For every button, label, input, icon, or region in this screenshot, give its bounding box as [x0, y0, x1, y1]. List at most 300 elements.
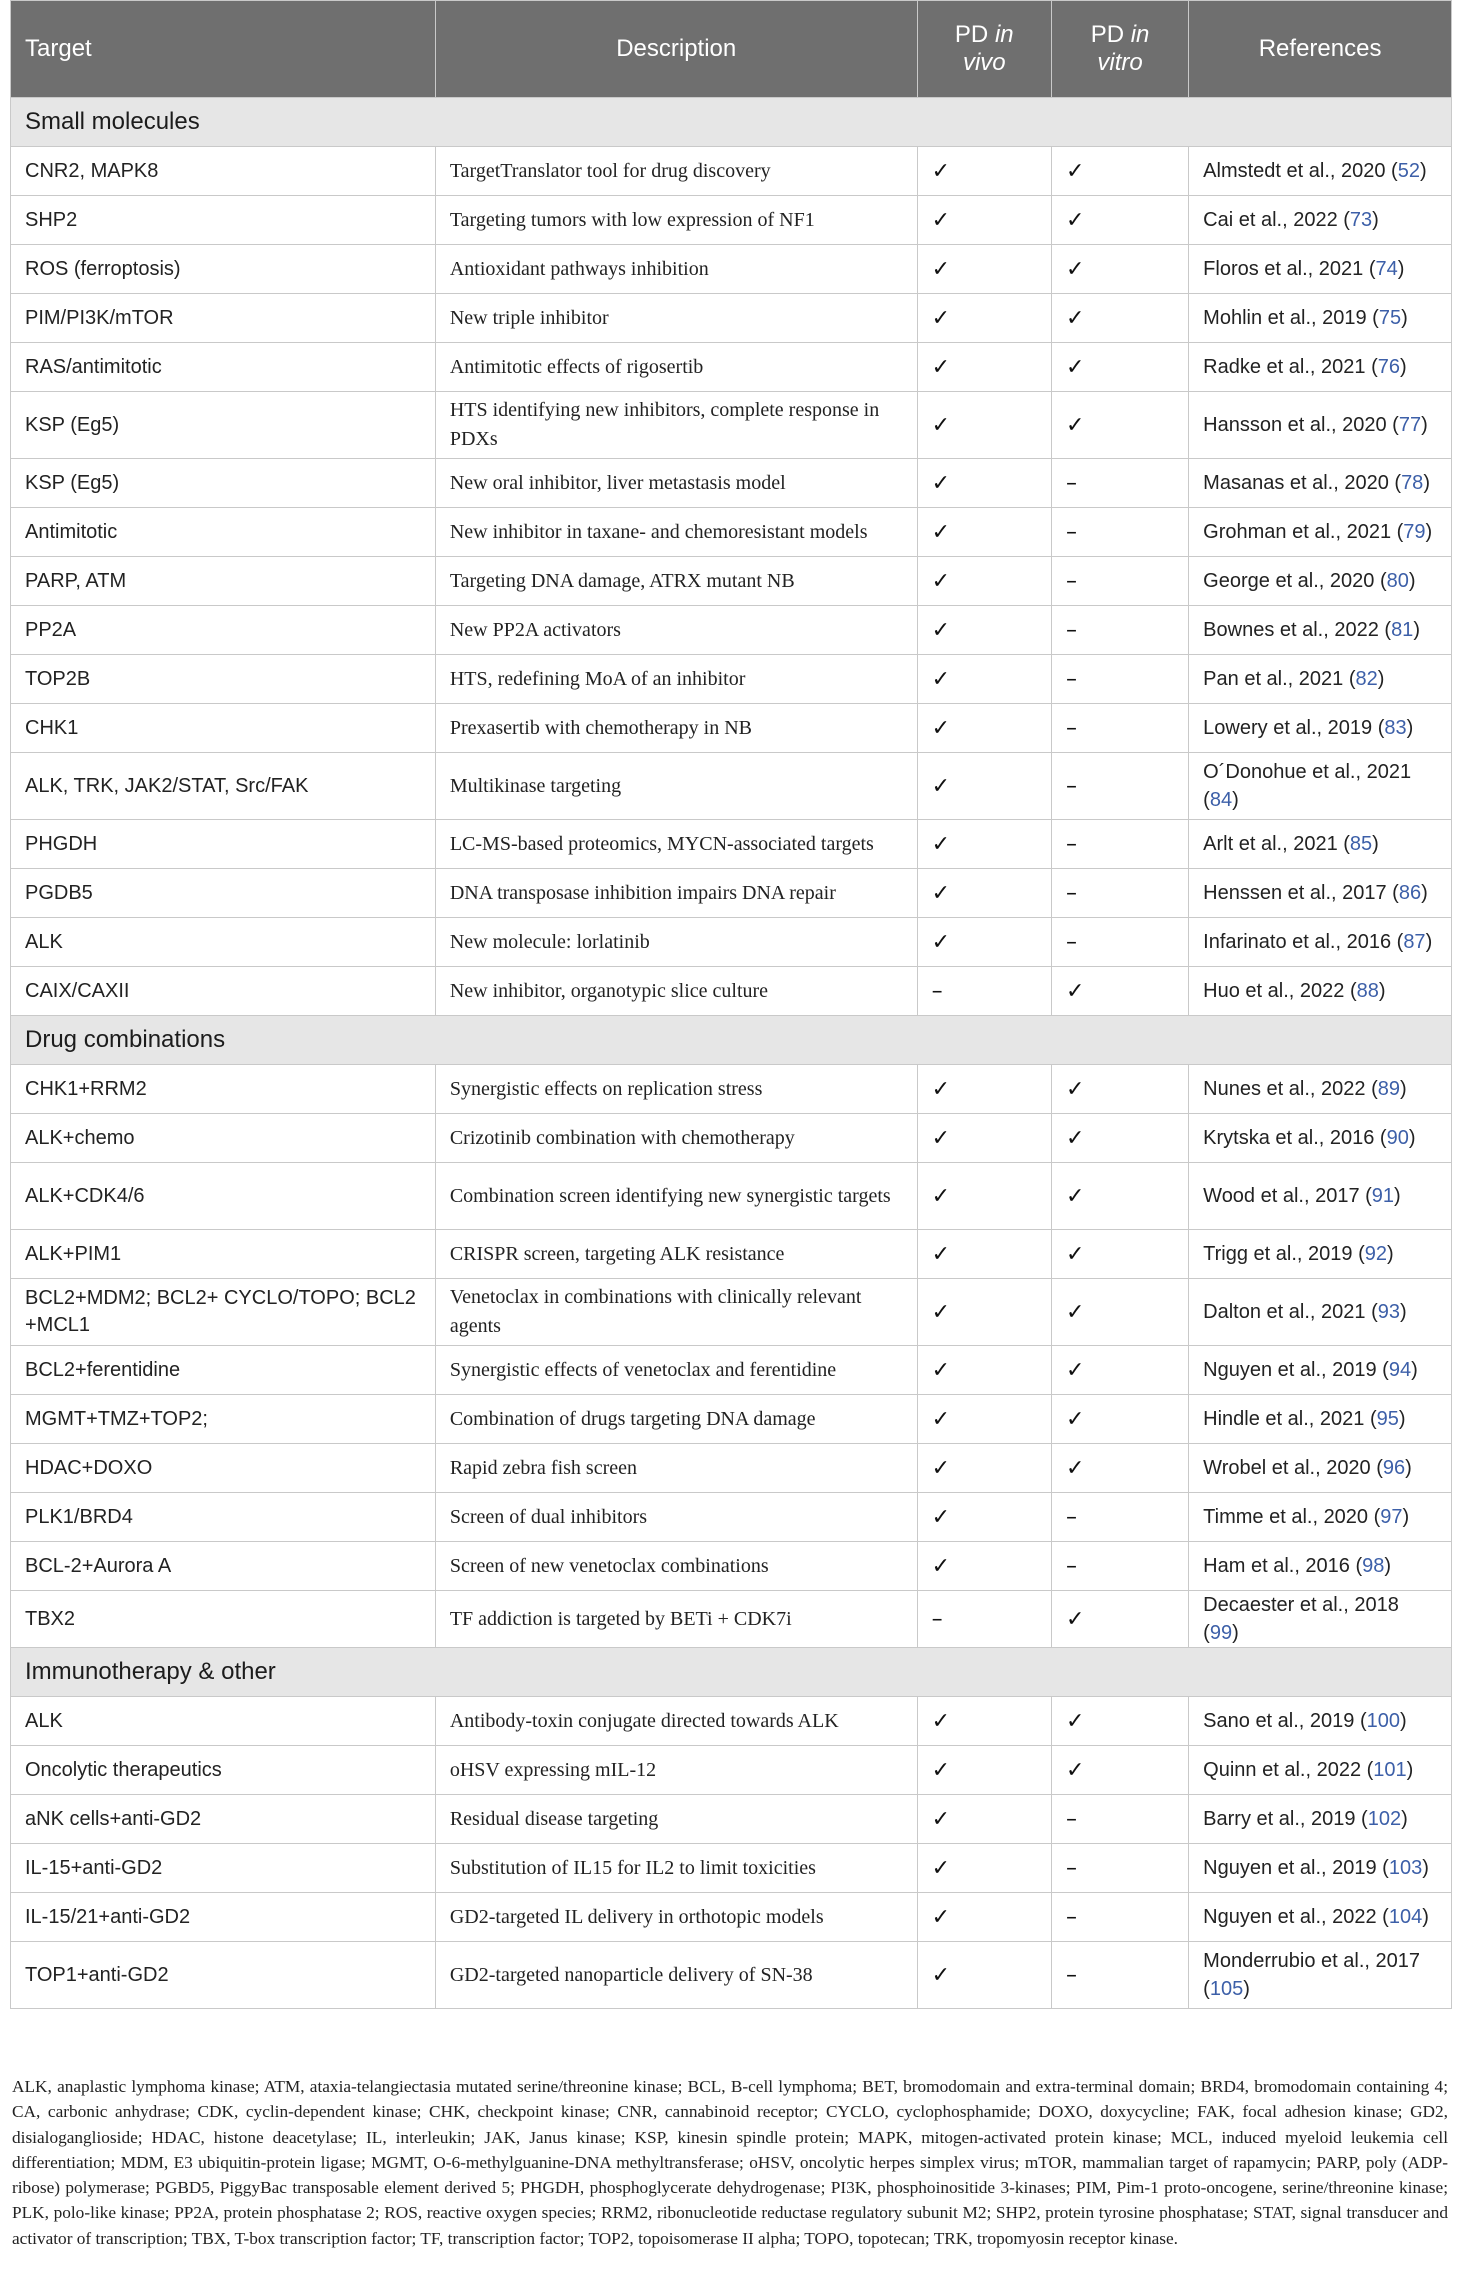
- pd-in-vitro-cell: –: [1051, 918, 1188, 967]
- target-cell: SHP2: [11, 196, 436, 245]
- table-row: [11, 918, 1452, 967]
- description-cell: LC-MS-based proteomics, MYCN-associated targets: [435, 820, 917, 869]
- target-cell: TOP2B: [11, 655, 436, 704]
- pd-in-vivo-cell: ✓: [917, 1493, 1051, 1542]
- table-row: [11, 1114, 1452, 1163]
- pd-in-vitro-cell: ✓: [1051, 967, 1188, 1016]
- target-cell: ALK+PIM1: [11, 1230, 436, 1279]
- reference-cell: [1189, 343, 1452, 392]
- pd-in-vivo-cell: ✓: [917, 753, 1051, 820]
- reference-cell: [1189, 1279, 1452, 1346]
- reference-cell: [1189, 1697, 1452, 1746]
- reference-number-link[interactable]: 83: [1384, 717, 1407, 739]
- table-row: [11, 1346, 1452, 1395]
- header-pd-in-vivo: [917, 1, 1051, 98]
- pd-in-vivo-cell: ✓: [917, 508, 1051, 557]
- header-target: Target: [11, 1, 436, 98]
- description-cell: TF addiction is targeted by BETi + CDK7i: [435, 1591, 917, 1648]
- target-cell: PP2A: [11, 606, 436, 655]
- reference-close: ): [1399, 1078, 1407, 1100]
- reference-cell: [1189, 557, 1452, 606]
- reference-text: Sano et al., 2019 (: [1203, 1710, 1367, 1732]
- reference-close: ): [1422, 1906, 1429, 1928]
- target-cell: RAS/antimitotic: [11, 343, 436, 392]
- reference-close: ): [1232, 1622, 1239, 1644]
- table-row: [11, 869, 1452, 918]
- reference-number-link[interactable]: 79: [1403, 521, 1426, 543]
- reference-text: Trigg et al., 2019 (: [1203, 1243, 1365, 1265]
- description-cell: Residual disease targeting: [435, 1795, 917, 1844]
- reference-number-link[interactable]: 99: [1209, 1622, 1233, 1644]
- pd-in-vivo-cell: –: [917, 1591, 1051, 1648]
- pd-in-vivo-cell: ✓: [917, 392, 1051, 459]
- section-title: Drug combinations: [11, 1016, 1452, 1065]
- reference-close: ): [1399, 1301, 1407, 1323]
- reference-number-link[interactable]: 92: [1364, 1243, 1387, 1265]
- pd-in-vitro-cell: –: [1051, 459, 1188, 508]
- reference-number-link[interactable]: 102: [1367, 1808, 1402, 1830]
- description-cell: Combination screen identifying new synergistic targets: [435, 1163, 917, 1230]
- pd-in-vivo-cell: ✓: [917, 1444, 1051, 1493]
- target-cell: ALK+chemo: [11, 1114, 436, 1163]
- reference-cell: [1189, 245, 1452, 294]
- reference-close: ): [1372, 833, 1379, 855]
- table-row: [11, 606, 1452, 655]
- reference-number-link[interactable]: 74: [1375, 258, 1398, 280]
- reference-cell: [1189, 196, 1452, 245]
- pd-in-vitro-cell: –: [1051, 1942, 1188, 2009]
- reference-text: Henssen et al., 2017 (: [1203, 882, 1399, 904]
- reference-number-link[interactable]: 104: [1388, 1906, 1423, 1928]
- reference-cell: [1189, 147, 1452, 196]
- pd-in-vivo-cell: ✓: [917, 1542, 1051, 1591]
- target-cell: BCL2+ferentidine: [11, 1346, 436, 1395]
- table-row: [11, 1163, 1452, 1230]
- pd-in-vitro-cell: –: [1051, 508, 1188, 557]
- target-cell: PHGDH: [11, 820, 436, 869]
- description-cell: CRISPR screen, targeting ALK resistance: [435, 1230, 917, 1279]
- reference-number-link[interactable]: 98: [1362, 1555, 1385, 1577]
- reference-cell: [1189, 1746, 1452, 1795]
- pd-in-vitro-cell: ✓: [1051, 196, 1188, 245]
- reference-cell: [1189, 1346, 1452, 1395]
- pd-in-vitro-cell: ✓: [1051, 245, 1188, 294]
- reference-text: Wrobel et al., 2020 (: [1203, 1457, 1383, 1479]
- target-cell: HDAC+DOXO: [11, 1444, 436, 1493]
- pd-in-vivo-cell: ✓: [917, 820, 1051, 869]
- reference-close: ): [1408, 1127, 1416, 1149]
- reference-text: Quinn et al., 2022 (: [1203, 1759, 1374, 1781]
- reference-number-link[interactable]: 75: [1378, 307, 1402, 329]
- reference-cell: [1189, 1493, 1452, 1542]
- table-row: [11, 820, 1452, 869]
- reference-cell: [1189, 1942, 1452, 2009]
- pd-in-vitro-cell: ✓: [1051, 1279, 1188, 1346]
- target-cell: IL-15/21+anti-GD2: [11, 1893, 436, 1942]
- description-cell: New inhibitor in taxane- and chemoresistant models: [435, 508, 917, 557]
- reference-cell: [1189, 1230, 1452, 1279]
- table-row: [11, 147, 1452, 196]
- header-pd-in-vitro: [1051, 1, 1188, 98]
- reference-cell: [1189, 459, 1452, 508]
- target-cell: PARP, ATM: [11, 557, 436, 606]
- reference-number-link[interactable]: 78: [1401, 472, 1424, 494]
- description-cell: Screen of dual inhibitors: [435, 1493, 917, 1542]
- target-cell: MGMT+TMZ+TOP2;: [11, 1395, 436, 1444]
- reference-number-link[interactable]: 90: [1386, 1127, 1409, 1149]
- pd-in-vivo-cell: –: [917, 967, 1051, 1016]
- reference-close: ): [1406, 1759, 1414, 1781]
- reference-text: Pan et al., 2021 (: [1203, 668, 1356, 690]
- pd-in-vivo-cell: ✓: [917, 1746, 1051, 1795]
- table-header-row: [11, 1, 1452, 98]
- pd-in-vitro-cell: –: [1051, 655, 1188, 704]
- reference-number-link[interactable]: 97: [1380, 1506, 1403, 1528]
- pd-in-vivo-cell: ✓: [917, 918, 1051, 967]
- pd-in-vitro-cell: ✓: [1051, 1697, 1188, 1746]
- target-cell: KSP (Eg5): [11, 392, 436, 459]
- reference-number-link[interactable]: 96: [1382, 1457, 1406, 1479]
- description-cell: GD2-targeted nanoparticle delivery of SN-38: [435, 1942, 917, 2009]
- target-cell: CAIX/CAXII: [11, 967, 436, 1016]
- pd-in-vivo-cell: ✓: [917, 343, 1051, 392]
- reference-cell: [1189, 967, 1452, 1016]
- pd-in-vivo-cell: ✓: [917, 1844, 1051, 1893]
- pd-in-vivo-cell: ✓: [917, 1942, 1051, 2009]
- pd-in-vivo-cell: ✓: [917, 1395, 1051, 1444]
- reference-close: ): [1419, 160, 1427, 182]
- reference-close: ): [1394, 1185, 1401, 1207]
- header-pd-in-vivo-prefix: PD: [954, 21, 989, 48]
- pd-in-vivo-cell: ✓: [917, 704, 1051, 753]
- reference-close: ): [1398, 1408, 1406, 1430]
- header-pd-in-vitro-italic: in vitro: [1097, 21, 1150, 76]
- reference-cell: [1189, 1893, 1452, 1942]
- pd-in-vitro-cell: –: [1051, 1542, 1188, 1591]
- reference-close: ): [1400, 1710, 1407, 1732]
- pd-in-vivo-cell: ✓: [917, 557, 1051, 606]
- pd-in-vivo-cell: ✓: [917, 606, 1051, 655]
- reference-number-link[interactable]: 81: [1391, 619, 1414, 641]
- reference-close: ): [1372, 209, 1379, 231]
- reference-cell: [1189, 1163, 1452, 1230]
- description-cell: TargetTranslator tool for drug discovery: [435, 147, 917, 196]
- pd-in-vivo-cell: ✓: [917, 147, 1051, 196]
- reference-text: Radke et al., 2021 (: [1203, 356, 1378, 378]
- pd-in-vitro-cell: ✓: [1051, 1746, 1188, 1795]
- description-cell: DNA transposase inhibition impairs DNA repair: [435, 869, 917, 918]
- reference-close: ): [1402, 1506, 1410, 1528]
- reference-close: ): [1421, 414, 1428, 436]
- table-row: [11, 1230, 1452, 1279]
- header-pd-in-vivo-italic: in vivo: [962, 21, 1014, 76]
- targets-table: [10, 0, 1452, 2009]
- description-cell: Screen of new venetoclax combinations: [435, 1542, 917, 1591]
- reference-close: ): [1423, 472, 1430, 494]
- reference-close: ): [1378, 980, 1386, 1002]
- pd-in-vitro-cell: –: [1051, 820, 1188, 869]
- pd-in-vivo-cell: ✓: [917, 1279, 1051, 1346]
- target-cell: Oncolytic therapeutics: [11, 1746, 436, 1795]
- reference-cell: [1189, 1844, 1452, 1893]
- description-cell: HTS, redefining MoA of an inhibitor: [435, 655, 917, 704]
- pd-in-vitro-cell: –: [1051, 1493, 1188, 1542]
- reference-number-link[interactable]: 88: [1356, 980, 1379, 1002]
- reference-text: Monderrubio et al., 2017 (: [1203, 1950, 1420, 2000]
- pd-in-vivo-cell: ✓: [917, 1893, 1051, 1942]
- target-cell: ALK, TRK, JAK2/STAT, Src/FAK: [11, 753, 436, 820]
- pd-in-vitro-cell: –: [1051, 557, 1188, 606]
- table-row: [11, 1395, 1452, 1444]
- reference-text: Nguyen et al., 2019 (: [1203, 1359, 1389, 1381]
- reference-text: Lowery et al., 2019 (: [1203, 717, 1385, 739]
- description-cell: New triple inhibitor: [435, 294, 917, 343]
- reference-close: ): [1422, 1857, 1429, 1879]
- reference-close: ): [1384, 1555, 1392, 1577]
- pd-in-vivo-cell: ✓: [917, 655, 1051, 704]
- reference-cell: [1189, 1795, 1452, 1844]
- reference-number-link[interactable]: 82: [1355, 668, 1378, 690]
- reference-text: Hansson et al., 2020 (: [1203, 414, 1399, 436]
- table-row: [11, 1942, 1452, 2009]
- reference-cell: [1189, 820, 1452, 869]
- reference-text: Cai et al., 2022 (: [1203, 209, 1350, 231]
- target-cell: PIM/PI3K/mTOR: [11, 294, 436, 343]
- table-row: [11, 704, 1452, 753]
- reference-text: Hindle et al., 2021 (: [1203, 1408, 1377, 1430]
- reference-cell: [1189, 1444, 1452, 1493]
- section-title: Immunotherapy & other: [11, 1648, 1452, 1697]
- pd-in-vitro-cell: ✓: [1051, 1346, 1188, 1395]
- reference-close: ): [1425, 521, 1433, 543]
- reference-text: Timme et al., 2020 (: [1203, 1506, 1381, 1528]
- section-title: Small molecules: [11, 98, 1452, 147]
- reference-text: Nguyen et al., 2022 (: [1203, 1906, 1389, 1928]
- reference-number-link[interactable]: 94: [1388, 1359, 1412, 1381]
- pd-in-vitro-cell: –: [1051, 704, 1188, 753]
- reference-cell: [1189, 1395, 1452, 1444]
- target-cell: ALK: [11, 1697, 436, 1746]
- table-body: [11, 98, 1452, 2009]
- description-cell: Venetoclax in combinations with clinically relevant agents: [435, 1279, 917, 1346]
- reference-text: Dalton et al., 2021 (: [1203, 1301, 1378, 1323]
- reference-number-link[interactable]: 91: [1371, 1185, 1395, 1207]
- reference-text: Barry et al., 2019 (: [1203, 1808, 1368, 1830]
- pd-in-vivo-cell: ✓: [917, 1795, 1051, 1844]
- reference-close: ): [1397, 258, 1405, 280]
- reference-text: Nunes et al., 2022 (: [1203, 1078, 1378, 1100]
- reference-text: Nguyen et al., 2019 (: [1203, 1857, 1389, 1879]
- reference-number-link[interactable]: 77: [1398, 414, 1422, 436]
- target-cell: BCL2+MDM2; BCL2+ CYCLO/TOPO; BCL2 +MCL1: [11, 1279, 436, 1346]
- reference-close: ): [1399, 356, 1407, 378]
- reference-text: O´Donohue et al., 2021 (: [1203, 761, 1412, 811]
- reference-number-link[interactable]: 101: [1373, 1759, 1407, 1781]
- reference-number-link[interactable]: 87: [1403, 931, 1426, 953]
- description-cell: Antioxidant pathways inhibition: [435, 245, 917, 294]
- section-row: [11, 98, 1452, 147]
- pd-in-vitro-cell: ✓: [1051, 1395, 1188, 1444]
- target-cell: CHK1: [11, 704, 436, 753]
- reference-close: ): [1406, 717, 1414, 739]
- pd-in-vitro-cell: ✓: [1051, 1114, 1188, 1163]
- table-row: [11, 1065, 1452, 1114]
- table-row: [11, 392, 1452, 459]
- reference-text: Mohlin et al., 2019 (: [1203, 307, 1379, 329]
- pd-in-vitro-cell: ✓: [1051, 1065, 1188, 1114]
- reference-number-link[interactable]: 76: [1377, 356, 1400, 378]
- reference-close: ): [1408, 570, 1416, 592]
- description-cell: Prexasertib with chemotherapy in NB: [435, 704, 917, 753]
- reference-cell: [1189, 918, 1452, 967]
- reference-number-link[interactable]: 73: [1349, 209, 1373, 231]
- description-cell: Rapid zebra fish screen: [435, 1444, 917, 1493]
- section-row: [11, 1016, 1452, 1065]
- reference-text: Decaester et al., 2018 (: [1203, 1594, 1399, 1644]
- table-row: [11, 1591, 1452, 1648]
- target-cell: CHK1+RRM2: [11, 1065, 436, 1114]
- reference-cell: [1189, 392, 1452, 459]
- target-cell: TOP1+anti-GD2: [11, 1942, 436, 2009]
- reference-close: ): [1421, 882, 1428, 904]
- reference-close: ): [1413, 619, 1420, 641]
- target-cell: aNK cells+anti-GD2: [11, 1795, 436, 1844]
- reference-cell: [1189, 1542, 1452, 1591]
- pd-in-vitro-cell: ✓: [1051, 1591, 1188, 1648]
- description-cell: Synergistic effects of venetoclax and ferentidine: [435, 1346, 917, 1395]
- table-row: [11, 294, 1452, 343]
- table-row: [11, 1893, 1452, 1942]
- pd-in-vivo-cell: ✓: [917, 294, 1051, 343]
- pd-in-vitro-cell: –: [1051, 1795, 1188, 1844]
- table-row: [11, 1746, 1452, 1795]
- reference-number-link[interactable]: 95: [1376, 1408, 1399, 1430]
- description-cell: Targeting tumors with low expression of NF1: [435, 196, 917, 245]
- reference-text: Infarinato et al., 2016 (: [1203, 931, 1404, 953]
- reference-close: ): [1401, 307, 1408, 329]
- description-cell: Multikinase targeting: [435, 753, 917, 820]
- description-cell: New inhibitor, organotypic slice culture: [435, 967, 917, 1016]
- reference-close: ): [1243, 1978, 1250, 2000]
- target-cell: PLK1/BRD4: [11, 1493, 436, 1542]
- pd-in-vivo-cell: ✓: [917, 196, 1051, 245]
- reference-number-link[interactable]: 100: [1366, 1710, 1400, 1732]
- reference-close: ): [1401, 1808, 1408, 1830]
- table-row: [11, 508, 1452, 557]
- reference-text: Grohman et al., 2021 (: [1203, 521, 1404, 543]
- reference-number-link[interactable]: 52: [1397, 160, 1420, 182]
- target-cell: ROS (ferroptosis): [11, 245, 436, 294]
- table-row: [11, 1795, 1452, 1844]
- target-cell: Antimitotic: [11, 508, 436, 557]
- reference-cell: [1189, 1065, 1452, 1114]
- reference-number-link[interactable]: 103: [1388, 1857, 1423, 1879]
- pd-in-vitro-cell: –: [1051, 606, 1188, 655]
- header-description: Description: [435, 1, 917, 98]
- reference-close: ): [1386, 1243, 1394, 1265]
- reference-number-link[interactable]: 105: [1209, 1978, 1244, 2000]
- pd-in-vitro-cell: –: [1051, 753, 1188, 820]
- pd-in-vitro-cell: ✓: [1051, 343, 1188, 392]
- description-cell: Antimitotic effects of rigosertib: [435, 343, 917, 392]
- table-row: [11, 655, 1452, 704]
- reference-text: Floros et al., 2021 (: [1203, 258, 1376, 280]
- reference-close: ): [1411, 1359, 1418, 1381]
- pd-in-vitro-cell: ✓: [1051, 1163, 1188, 1230]
- pd-in-vitro-cell: ✓: [1051, 294, 1188, 343]
- pd-in-vivo-cell: ✓: [917, 869, 1051, 918]
- description-cell: New molecule: lorlatinib: [435, 918, 917, 967]
- pd-in-vitro-cell: –: [1051, 869, 1188, 918]
- reference-text: George et al., 2020 (: [1203, 570, 1387, 592]
- target-cell: ALK: [11, 918, 436, 967]
- pd-in-vitro-cell: ✓: [1051, 392, 1188, 459]
- pd-in-vitro-cell: ✓: [1051, 1444, 1188, 1493]
- reference-number-link[interactable]: 89: [1377, 1078, 1400, 1100]
- pd-in-vivo-cell: ✓: [917, 1065, 1051, 1114]
- target-cell: PGDB5: [11, 869, 436, 918]
- target-cell: IL-15+anti-GD2: [11, 1844, 436, 1893]
- target-cell: BCL-2+Aurora A: [11, 1542, 436, 1591]
- reference-cell: [1189, 869, 1452, 918]
- reference-number-link[interactable]: 86: [1398, 882, 1422, 904]
- reference-text: Almstedt et al., 2020 (: [1203, 160, 1398, 182]
- reference-number-link[interactable]: 80: [1386, 570, 1409, 592]
- reference-number-link[interactable]: 84: [1209, 789, 1233, 811]
- reference-cell: [1189, 1114, 1452, 1163]
- target-cell: KSP (Eg5): [11, 459, 436, 508]
- reference-cell: [1189, 704, 1452, 753]
- reference-cell: [1189, 753, 1452, 820]
- pd-in-vivo-cell: ✓: [917, 1697, 1051, 1746]
- target-cell: ALK+CDK4/6: [11, 1163, 436, 1230]
- description-cell: New oral inhibitor, liver metastasis model: [435, 459, 917, 508]
- description-cell: GD2-targeted IL delivery in orthotopic models: [435, 1893, 917, 1942]
- table-row: [11, 343, 1452, 392]
- target-cell: TBX2: [11, 1591, 436, 1648]
- description-cell: Antibody-toxin conjugate directed towards ALK: [435, 1697, 917, 1746]
- table-row: [11, 753, 1452, 820]
- description-cell: Crizotinib combination with chemotherapy: [435, 1114, 917, 1163]
- description-cell: HTS identifying new inhibitors, complete response in PDXs: [435, 392, 917, 459]
- table-row: [11, 1493, 1452, 1542]
- description-cell: oHSV expressing mIL-12: [435, 1746, 917, 1795]
- reference-cell: [1189, 294, 1452, 343]
- table-row: [11, 1279, 1452, 1346]
- description-cell: Targeting DNA damage, ATRX mutant NB: [435, 557, 917, 606]
- pd-in-vivo-cell: ✓: [917, 1230, 1051, 1279]
- abbreviations-footnote: ALK, anaplastic lymphoma kinase; ATM, ataxia-telangiectasia mutated serine/threonine kinase; BCL, B-cell lymphoma; BET, bromodomain and extra-terminal domain; BRD4, bromodomain containing 4; CA, carbonic anhydrase; CDK, cyclin-dependent kinase; CHK, checkpoint kinase; CNR, cannabinoid receptor; CYCLO, cyclophosphamide; DOXO, doxycycline; FAK, focal adhesion kinase; GD2, disialoganglioside; HDAC, histone deacetylase; IL, interleukin; JAK, Janus kinase; KSP, kinesin spindle protein; MAPK, mitogen-activated protein kinase; MCL, induced myeloid leukemia cell differentiation; MDM, E3 ubiquitin-protein ligase; MGMT, O-6-methylguanine-DNA methyltransferase; oHSV, oncolytic herpes simplex virus; mTOR, mammalian target of rapamycin; PARP, poly (ADP-ribose) polymerase; PGBD5, PiggyBac transposable element derived 5; PHGDH, phosphoglycerate dehydrogenase; PI3K, phosphoinositide 3-kinases; PIM, Pim-1 proto-oncogene, serine/threonine kinase; PLK, polo-like kinase; PP2A, protein phosphatase 2; ROS, reactive oxygen species; RRM2, ribonucleotide reductase regulatory subunit M2; SHP2, protein tyrosine phosphatase; STAT, signal transducer and activator of transcription; TBX, T-box transcription factor; TF, transcription factor; TOP2, topoisomerase II alpha; TOPO, topotecan; TRK, tropomyosin receptor kinase.: [12, 2077, 1448, 2248]
- reference-text: Arlt et al., 2021 (: [1203, 833, 1350, 855]
- reference-close: ): [1425, 931, 1433, 953]
- pd-in-vivo-cell: ✓: [917, 1163, 1051, 1230]
- reference-text: Wood et al., 2017 (: [1203, 1185, 1372, 1207]
- pd-in-vivo-cell: ✓: [917, 459, 1051, 508]
- reference-number-link[interactable]: 85: [1349, 833, 1373, 855]
- pd-in-vitro-cell: –: [1051, 1893, 1188, 1942]
- pd-in-vivo-cell: ✓: [917, 245, 1051, 294]
- pd-in-vivo-cell: ✓: [917, 1114, 1051, 1163]
- pd-in-vitro-cell: ✓: [1051, 147, 1188, 196]
- target-cell: CNR2, MAPK8: [11, 147, 436, 196]
- pd-in-vivo-cell: ✓: [917, 1346, 1051, 1395]
- table-row: [11, 1542, 1452, 1591]
- description-cell: Synergistic effects on replication stress: [435, 1065, 917, 1114]
- table-row: [11, 1697, 1452, 1746]
- table-row: [11, 1444, 1452, 1493]
- reference-number-link[interactable]: 93: [1377, 1301, 1400, 1323]
- reference-text: Masanas et al., 2020 (: [1203, 472, 1402, 494]
